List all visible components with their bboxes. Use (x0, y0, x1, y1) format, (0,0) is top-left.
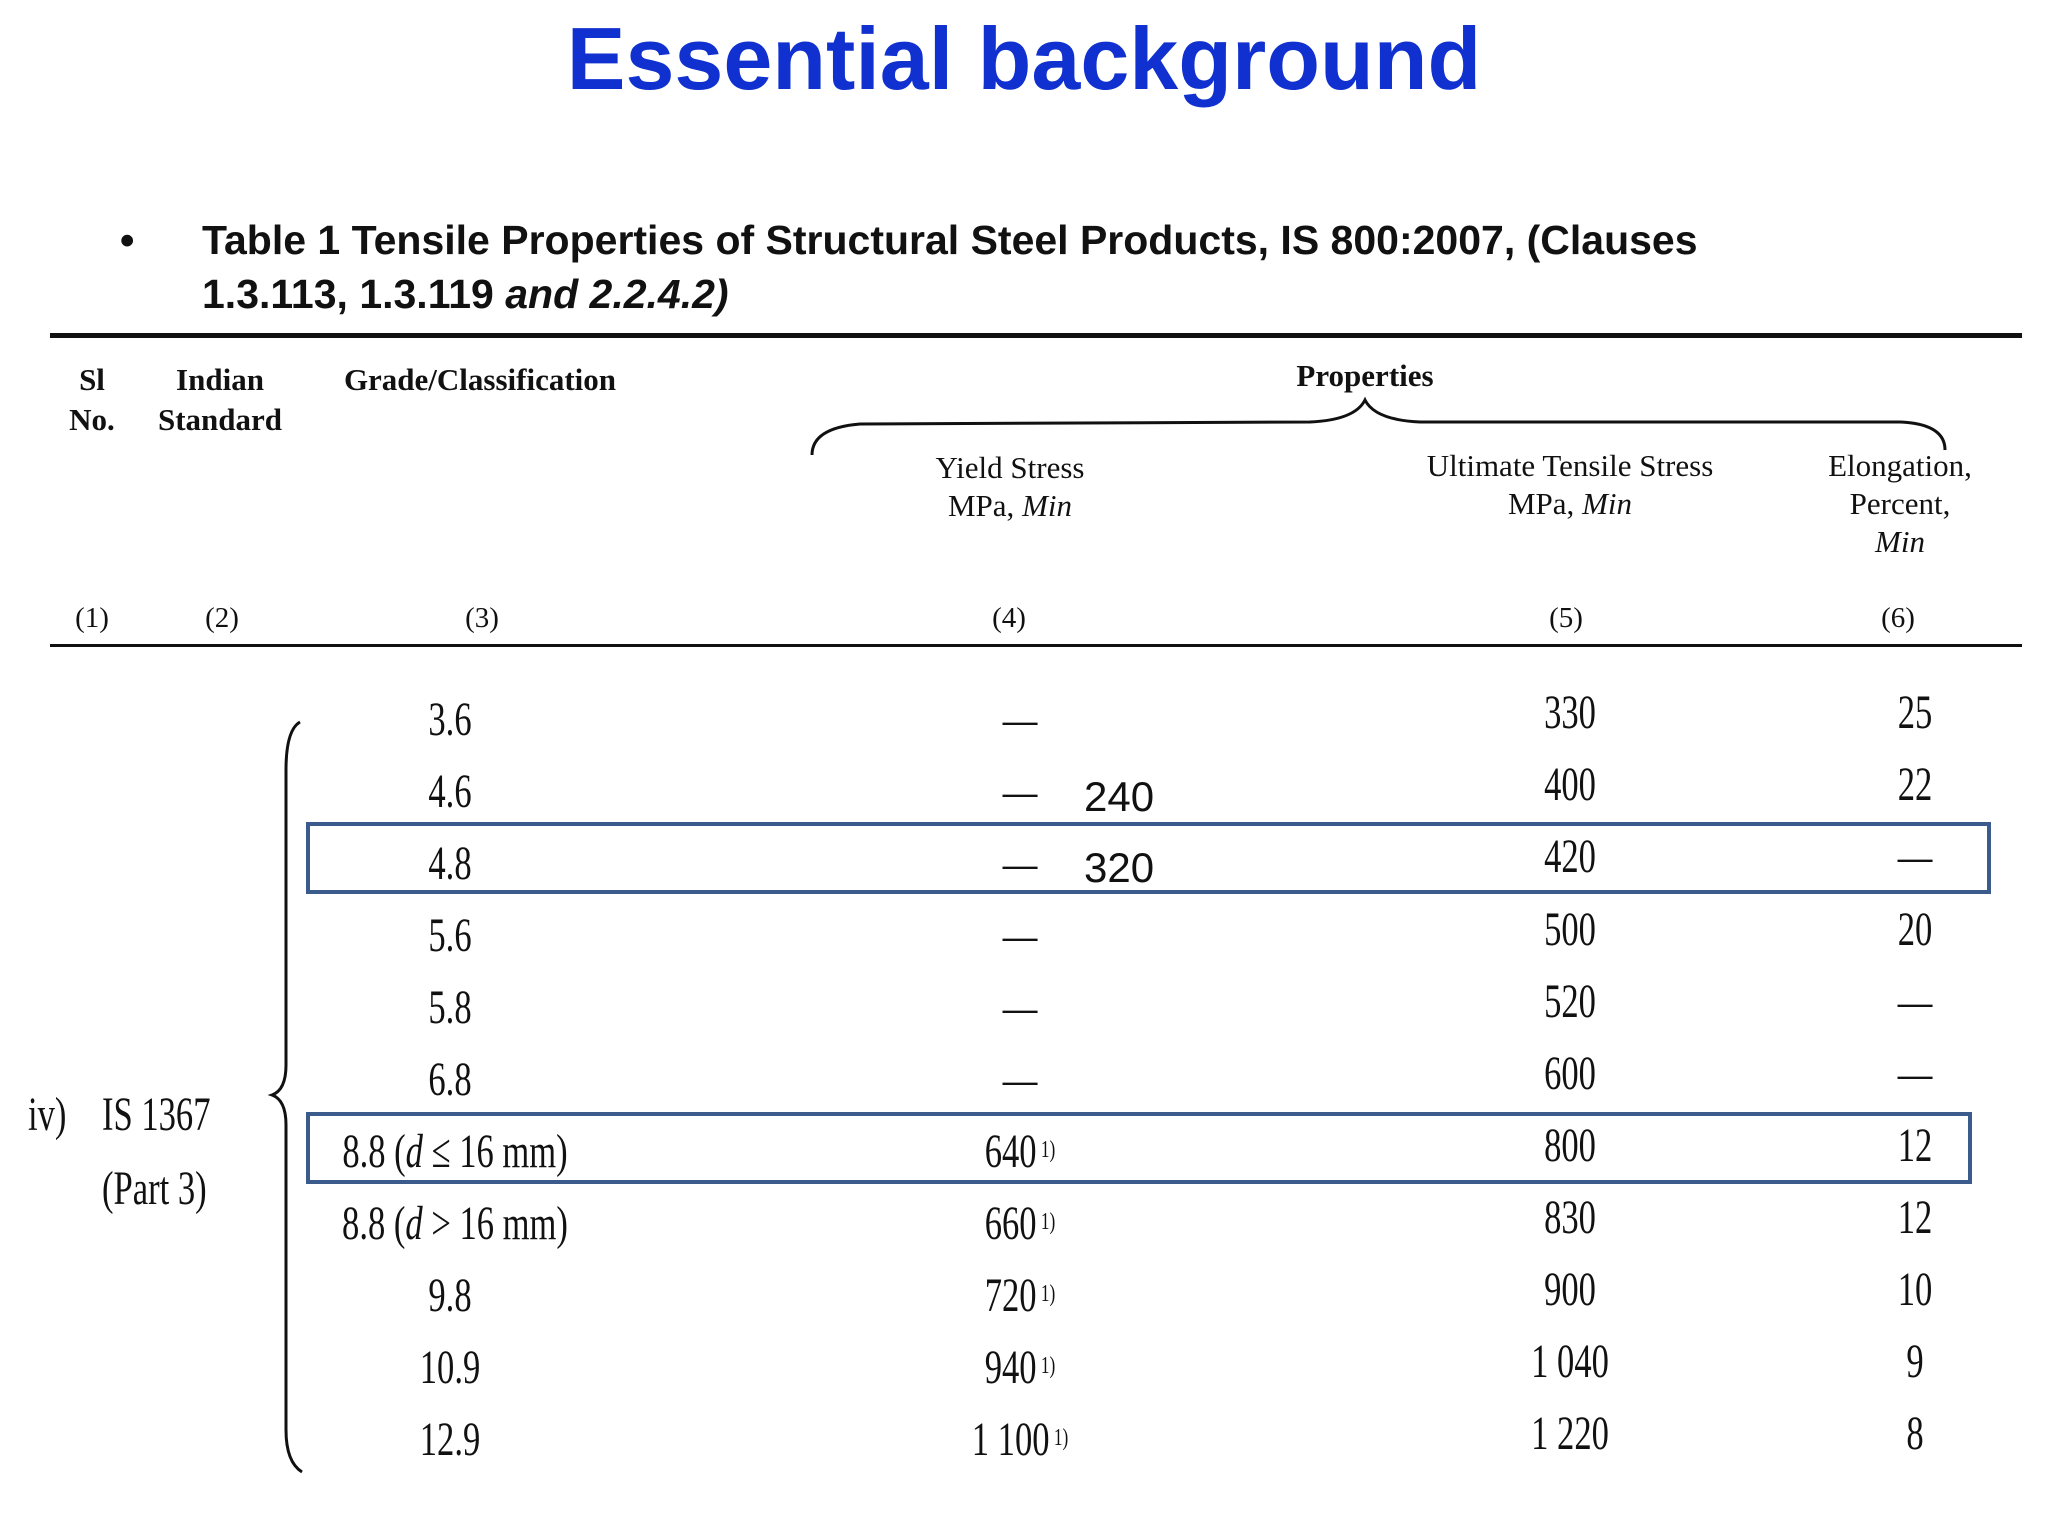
uts-cell: 500 (1544, 903, 1596, 956)
yield-value: 1 100 (971, 1413, 1050, 1466)
elongation-cell: 22 (1897, 758, 1933, 811)
column-number-1: (1) (75, 602, 109, 634)
header-yield-line1: Yield Stress (935, 450, 1085, 485)
elongation-cell: 12 (1897, 1191, 1933, 1244)
grade-cell: 6.8 (428, 1053, 472, 1106)
yield-annotation-320: 320 (1084, 844, 1155, 891)
uts-cell: 600 (1544, 1047, 1596, 1100)
grade-cell: 10.9 (419, 1341, 481, 1394)
header-yield-min: Min (1022, 488, 1072, 523)
grade-prefix: 8.8 ( (342, 1125, 406, 1178)
column-number-5: (5) (1549, 602, 1583, 634)
grade-cell: 4.6 (428, 765, 472, 818)
header-uts (1380, 447, 1760, 523)
yield-cell (959, 1338, 1081, 1398)
bullet-symbol: • (120, 217, 135, 263)
grade-cell: 9.8 (428, 1269, 472, 1322)
grade-suffix: ≤ 16 mm) (422, 1125, 568, 1178)
highlight-box-grade-4-8 (306, 822, 1991, 894)
grade-cell: 3.6 (428, 693, 472, 746)
column-number-3: (3) (465, 602, 499, 634)
bullet-clauses-italic: and 2.2.4.2) (505, 271, 729, 317)
elongation-cell: — (1897, 975, 1933, 1028)
yield-value: 940 (984, 1341, 1037, 1394)
yield-cell: — (1002, 909, 1038, 962)
uts-cell: 1 040 (1531, 1335, 1609, 1388)
header-sl-no-line1: Sl (79, 362, 105, 397)
bullet-clauses: 1.3.113, 1.3.119 (202, 271, 506, 317)
elongation-cell: 9 (1906, 1335, 1924, 1388)
grade-cell: 12.9 (419, 1413, 481, 1466)
yield-cell: — (1002, 981, 1038, 1034)
grade-suffix: > 16 mm) (422, 1197, 568, 1250)
footnote-marker: 1) (1053, 1425, 1069, 1451)
yield-cell (952, 1410, 1089, 1470)
elongation-cell: 20 (1897, 903, 1933, 956)
header-uts-line2 (1380, 485, 1760, 523)
header-properties: Properties (1296, 358, 1434, 393)
grade-prefix: 8.8 ( (342, 1197, 406, 1250)
header-elongation (1800, 447, 2000, 561)
highlight-box-grade-8-8 (306, 1112, 1972, 1184)
uts-cell: 330 (1544, 686, 1596, 739)
header-uts-unit: MPa, (1507, 486, 1583, 521)
column-number-6: (6) (1881, 602, 1915, 634)
yield-cell: — (1002, 765, 1038, 818)
yield-value: 660 (984, 1197, 1037, 1250)
column-number-4: (4) (992, 602, 1026, 634)
header-yield-line2 (880, 487, 1140, 525)
elongation-cell: — (1897, 830, 1933, 883)
uts-cell: 420 (1544, 830, 1596, 883)
footnote-marker: 1) (1040, 1281, 1056, 1307)
standard-cell-line1: IS 1367 (102, 1088, 211, 1141)
yield-cell: — (1002, 693, 1038, 746)
grade-group-brace (272, 722, 302, 1472)
grade-variable: d (405, 1197, 423, 1250)
elongation-cell: — (1897, 1047, 1933, 1100)
header-standard (145, 360, 295, 440)
grade-cell: 5.8 (428, 981, 472, 1034)
uts-cell: 1 220 (1531, 1407, 1609, 1460)
uts-cell: 520 (1544, 975, 1596, 1028)
column-number-2: (2) (205, 602, 239, 634)
sl-no-cell: iv) (28, 1088, 67, 1141)
elongation-cell: 10 (1897, 1263, 1933, 1316)
properties-brace (812, 400, 1945, 455)
yield-annotation-240: 240 (1084, 773, 1155, 820)
header-uts-line1: Ultimate Tensile Stress (1426, 448, 1714, 483)
yield-cell (959, 1194, 1081, 1254)
grade-cell: 4.8 (428, 837, 472, 890)
header-elong-line3: Min (1875, 524, 1925, 559)
standard-cell-line2: (Part 3) (102, 1162, 207, 1215)
yield-cell (959, 1266, 1081, 1326)
yield-cell: — (1002, 1053, 1038, 1106)
uts-cell: 400 (1544, 758, 1596, 811)
elongation-cell: 8 (1906, 1407, 1924, 1460)
slide-title: Essential background (566, 9, 1482, 108)
header-yield-unit: MPa, (947, 488, 1023, 523)
footnote-marker: 1) (1040, 1209, 1056, 1235)
bullet-text-line-1: Table 1 Tensile Properties of Structural Steel Products, IS 800:2007, (Clauses (202, 217, 1698, 263)
yield-value: 720 (984, 1269, 1037, 1322)
header-elong-line2: Percent, (1849, 486, 1951, 521)
header-sl-no-line2: No. (69, 402, 115, 437)
elongation-cell: 25 (1897, 686, 1933, 739)
uts-cell: 900 (1544, 1263, 1596, 1316)
grade-variable: d (405, 1125, 423, 1178)
header-standard-line1: Indian (176, 362, 264, 397)
yield-cell: — (1002, 837, 1038, 890)
header-elong-line1: Elongation, (1828, 448, 1972, 483)
header-yield (880, 449, 1140, 525)
footnote-marker: 1) (1040, 1353, 1056, 1379)
header-grade: Grade/Classification (343, 362, 617, 397)
header-standard-line2: Standard (157, 402, 283, 437)
uts-cell: 830 (1544, 1191, 1596, 1244)
elongation-cell: 12 (1897, 1119, 1933, 1172)
footnote-marker: 1) (1040, 1137, 1056, 1163)
grade-cell: 5.6 (428, 909, 472, 962)
header-sl-no (52, 360, 132, 440)
uts-cell: 800 (1544, 1119, 1596, 1172)
yield-value: 640 (984, 1125, 1037, 1178)
header-uts-min: Min (1582, 486, 1632, 521)
grade-cell (336, 1194, 574, 1254)
